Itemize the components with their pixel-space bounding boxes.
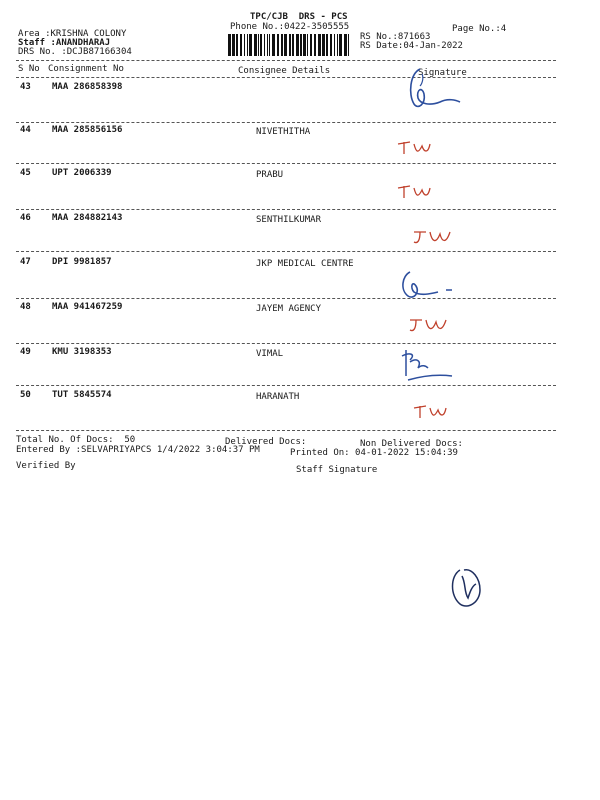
header-divider (16, 60, 556, 61)
row-sno: 43 (20, 82, 31, 92)
row-consignment: MAA 284882143 (52, 213, 123, 223)
column-consignee: Consignee Details (238, 66, 331, 76)
row-divider (16, 163, 556, 164)
row-consignee: NIVETHITHA (256, 127, 311, 137)
verified-by: Verified By (16, 461, 76, 471)
document-title: TPC/CJB DRS - PCS (250, 12, 348, 22)
non-delivered-docs: Non Delivered Docs: (360, 439, 463, 449)
row-consignment: DPI 9981857 (52, 257, 112, 267)
column-consignment: Consignment No (48, 64, 124, 74)
row-consignee: PRABU (256, 170, 284, 180)
row-consignee: VIMAL (256, 349, 284, 359)
row-divider (16, 122, 556, 123)
entered-by: Entered By :SELVAPRIYAPCS 1/4/2022 3:04:37 PM (16, 445, 260, 455)
signature-row-46 (412, 226, 458, 248)
row-consignment: KMU 3198353 (52, 347, 112, 357)
row-sno: 48 (20, 302, 31, 312)
row-divider (16, 209, 556, 210)
signature-row-50 (412, 400, 454, 422)
row-consignee: JAYEM AGENCY (256, 304, 322, 314)
rs-number: RS No.:871663 (360, 32, 431, 42)
column-sno: S No (18, 64, 40, 74)
signature-row-49 (396, 346, 466, 386)
rs-date: RS Date:04-Jan-2022 (360, 41, 463, 51)
row-consignee: HARANATH (256, 392, 300, 402)
signature-row-45 (396, 180, 440, 202)
column-divider (16, 77, 556, 78)
area-label: Area :KRISHNA COLONY (18, 29, 127, 39)
phone-number: Phone No.:0422-3505555 (230, 22, 350, 32)
signature-row-43 (400, 64, 470, 114)
staff-signature-label: Staff Signature (296, 465, 378, 475)
signature-row-44 (396, 136, 440, 158)
row-sno: 47 (20, 257, 31, 267)
page-number: Page No.:4 (452, 24, 507, 34)
total-docs: Total No. Of Docs: 50 (16, 435, 136, 445)
barcode (228, 34, 352, 56)
column-signature: Signature (418, 68, 467, 78)
row-consignment: MAA 941467259 (52, 302, 123, 312)
row-consignment: MAA 285856156 (52, 125, 123, 135)
row-divider (16, 298, 556, 299)
row-sno: 45 (20, 168, 31, 178)
row-divider (16, 385, 556, 386)
row-divider (16, 430, 556, 431)
row-divider (16, 343, 556, 344)
signature-row-47 (398, 266, 462, 302)
row-sno: 49 (20, 347, 31, 357)
printed-on: Printed On: 04-01-2022 15:04:39 (290, 448, 458, 458)
row-sno: 50 (20, 390, 31, 400)
row-consignment: MAA 286858398 (52, 82, 123, 92)
row-consignee: SENTHILKUMAR (256, 215, 322, 225)
row-consignee: JKP MEDICAL CENTRE (256, 259, 354, 269)
staff-signature-mark (446, 562, 490, 612)
row-sno: 44 (20, 125, 31, 135)
staff-label: Staff :ANANDHARAJ (18, 38, 111, 48)
row-consignment: TUT 5845574 (52, 390, 112, 400)
signature-row-48 (408, 314, 450, 336)
row-divider (16, 251, 556, 252)
delivered-docs: Delivered Docs: (225, 437, 307, 447)
drs-number: DRS No. :DCJB87166304 (18, 47, 132, 57)
row-consignment: UPT 2006339 (52, 168, 112, 178)
row-sno: 46 (20, 213, 31, 223)
